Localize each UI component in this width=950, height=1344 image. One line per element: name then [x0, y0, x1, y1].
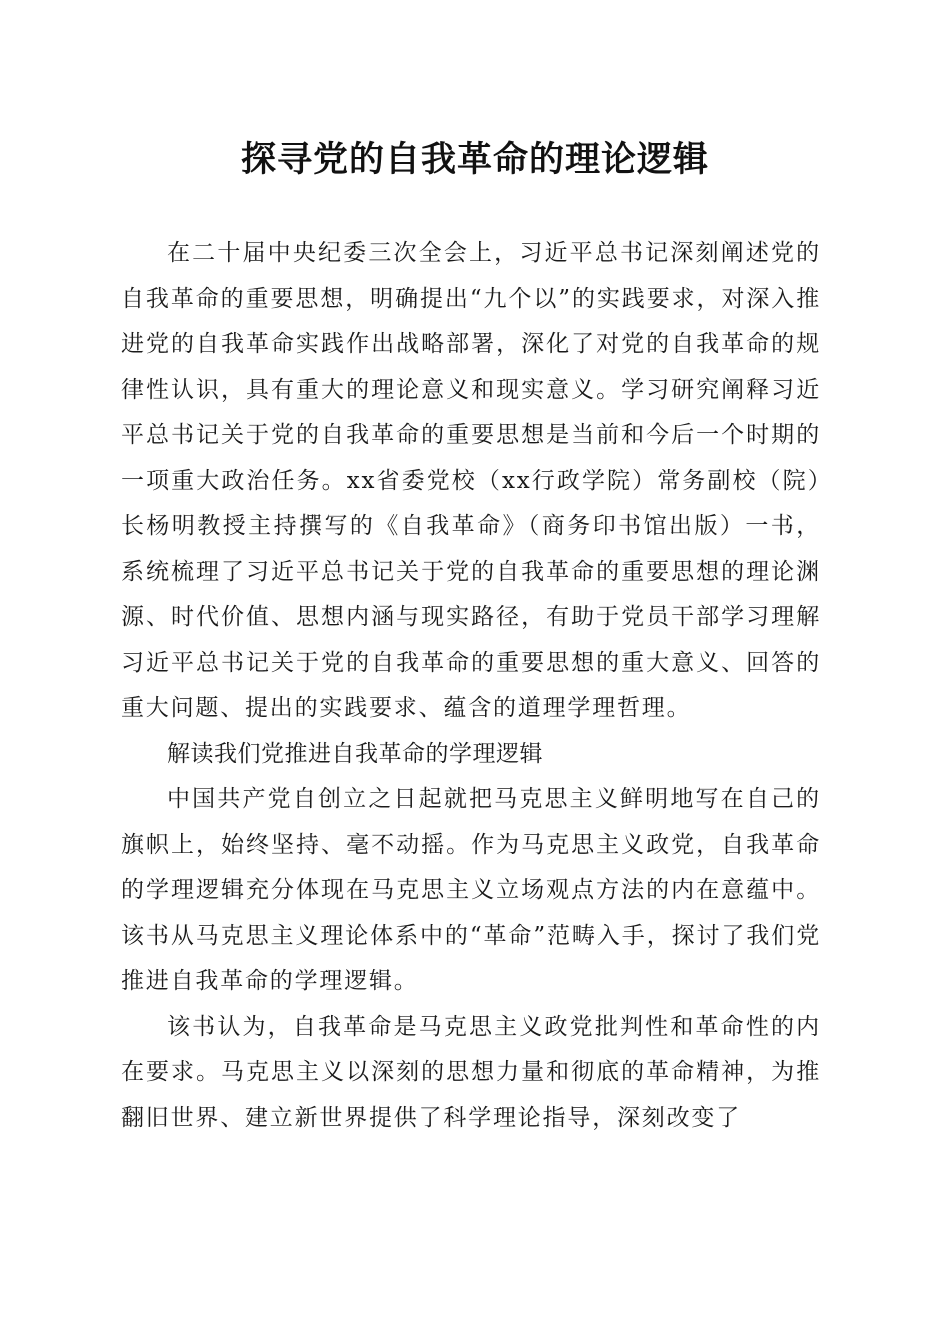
section-heading: 解读我们党推进自我革命的学理逻辑	[167, 740, 543, 767]
document-title: 探寻党的自我革命的理论逻辑	[240, 139, 709, 180]
section-paragraph-1: 中国共产党自创立之日起就把马克思主义鲜明地写在自己的旗帜上，始终坚持、毫不动摇。作为马克思主义政党，自我革命的学理逻辑充分体现在马克思主义立场观点方法的内在意蕴中。该书从马克思主义理论体系中的“革命”范畴入手，探讨了我们党推进自我革命的学理逻辑。	[121, 786, 821, 994]
intro-paragraph: 在二十届中央纪委三次全会上，习近平总书记深刻阐述党的自我革命的重要思想，明确提出“九个以”的实践要求，对深入推进党的自我革命实践作出战略部署，深化了对党的自我革命的规律性认识，具有重大的理论意义和现实意义。学习研究阐释习近平总书记关于党的自我革命的重要思想是当前和今后一个时期的一项重大政治任务。xx省委党校（xx行政学院）常务副校（院）长杨明教授主持撰写的《自我革命》（商务印书馆出版）一书，系统梳理了习近平总书记关于党的自我革命的重要思想的理论渊源、时代价值、思想内涵与现实路径，有助于党员干部学习理解习近平总书记关于党的自我革命的重要思想的重大意义、回答的重大问题、提出的实践要求、蕴含的道理学理哲理。	[121, 240, 821, 721]
section-paragraph-2: 该书认为，自我革命是马克思主义政党批判性和革命性的内在要求。马克思主义以深刻的思想力量和彻底的革命精神，为推翻旧世界、建立新世界提供了科学理论指导，深刻改变了	[121, 1013, 821, 1131]
document-body	[121, 231, 821, 1141]
